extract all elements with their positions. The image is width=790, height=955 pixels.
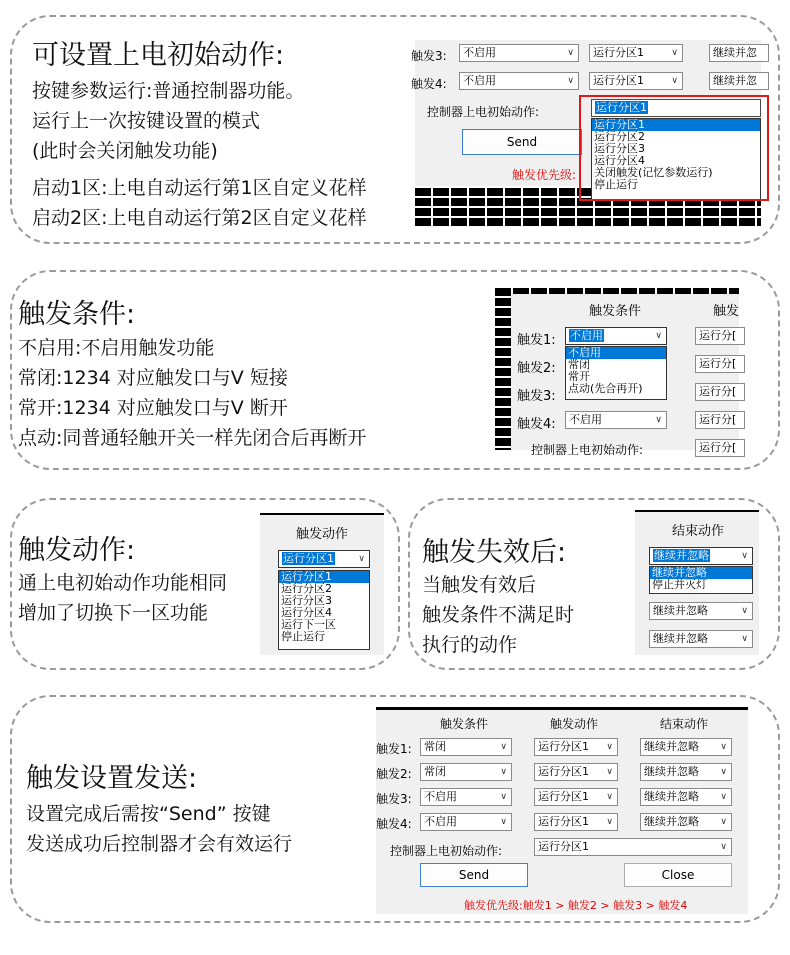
section-title: 可设置上电初始动作: — [32, 40, 285, 71]
trigger4-end-select[interactable]: 继续并忽 — [709, 72, 769, 90]
top-border — [260, 513, 384, 515]
column-header: 触发动作 — [296, 527, 349, 542]
desc-line: (此时会关闭触发功能) — [32, 140, 218, 162]
chevron-down-icon: ∨ — [606, 817, 613, 827]
section-title: 触发条件: — [18, 299, 136, 330]
chevron-down-icon: ∨ — [500, 792, 507, 802]
trigger1-condition-select[interactable]: 常闭 ∨ — [420, 738, 512, 756]
init-action-label: 控制器上电初始动作: — [427, 105, 540, 119]
chevron-down-icon: ∨ — [606, 767, 613, 777]
chevron-down-icon: ∨ — [500, 742, 507, 752]
column-header: 触发动作 — [550, 717, 599, 731]
chevron-down-icon: ∨ — [606, 792, 613, 802]
trigger3-end-select[interactable]: 继续并忽略 ∨ — [640, 788, 732, 806]
chevron-down-icon: ∨ — [358, 554, 365, 564]
chevron-down-icon: ∨ — [567, 48, 574, 58]
send-button[interactable]: Send — [420, 863, 528, 887]
trigger4-action-select[interactable]: 运行分区1 ∨ — [589, 72, 683, 90]
background-pattern — [495, 286, 739, 294]
highlight-box — [579, 95, 769, 201]
desc-line: 按键参数运行:普通控制器功能。 — [32, 80, 305, 102]
init-action-select[interactable]: 运行分区1 ∨ — [534, 838, 732, 856]
trigger-label: 触发1: — [517, 333, 556, 348]
init-action-select[interactable]: 运行分[ — [695, 439, 745, 457]
top-border — [635, 510, 759, 512]
list-item[interactable]: 常开 — [568, 370, 590, 383]
chevron-down-icon: ∨ — [500, 767, 507, 777]
list-item[interactable]: 运行下一区 — [281, 618, 336, 631]
screenshot-trigger-action — [260, 513, 384, 655]
column-header: 触发条件 — [440, 717, 489, 731]
chevron-down-icon: ∨ — [741, 606, 748, 616]
chevron-down-icon: ∨ — [741, 551, 748, 561]
trigger4-condition-select[interactable]: 不启用 ∨ — [459, 72, 579, 90]
background-pattern — [495, 286, 511, 450]
chevron-down-icon: ∨ — [741, 634, 748, 644]
condition-dropdown-list[interactable] — [565, 346, 667, 400]
list-item[interactable]: 不启用 — [566, 347, 666, 359]
list-item[interactable]: 停止运行 — [594, 178, 638, 191]
chevron-down-icon: ∨ — [720, 842, 727, 852]
close-button[interactable]: Close — [624, 863, 732, 887]
desc-line: 启动1区:上电自动运行第1区自定义花样 — [32, 177, 367, 199]
trigger4-condition-select[interactable]: 不启用 ∨ — [565, 411, 667, 429]
end-action-select[interactable]: 继续并忽略 ∨ — [649, 547, 753, 565]
desc-line: 不启用:不启用触发功能 — [18, 337, 215, 359]
section-title: 触发设置发送: — [26, 763, 198, 794]
list-item[interactable]: 运行分区1 — [279, 571, 369, 583]
screenshot-trigger-condition — [495, 286, 740, 457]
trigger-action-select[interactable]: 运行分区1 ∨ — [278, 550, 370, 568]
desc-line: 通上电初始动作功能相同 — [18, 572, 228, 594]
trigger1-action-select[interactable]: 运行分区1 ∨ — [534, 738, 618, 756]
trigger-label: 触发2: — [517, 361, 556, 376]
desc-line: 增加了切换下一区功能 — [18, 602, 209, 624]
desc-line: 当触发有效后 — [422, 574, 537, 596]
trigger1-condition-select[interactable]: 不启用 ∨ — [565, 327, 667, 345]
init-action-label: 控制器上电初始动作: — [531, 443, 644, 457]
trigger3-action-select[interactable]: 运行分区1 ∨ — [589, 44, 683, 62]
chevron-down-icon: ∨ — [671, 48, 678, 58]
chevron-down-icon: ∨ — [655, 415, 662, 425]
trigger-action-select[interactable]: 运行分[ — [695, 411, 745, 429]
send-button[interactable]: Send — [462, 129, 582, 155]
trigger4-action-select[interactable]: 运行分区1 ∨ — [534, 813, 618, 831]
list-item[interactable]: 关闭触发(记忆参数运行) — [594, 166, 713, 179]
list-item[interactable]: 运行分区2 — [594, 130, 645, 143]
trigger3-action-select[interactable]: 运行分区1 ∨ — [534, 788, 618, 806]
desc-line: 运行上一次按键设置的模式 — [32, 110, 261, 132]
trigger-label: 触发4: — [376, 817, 412, 831]
priority-text: 触发优先级: — [512, 168, 577, 182]
column-header: 结束动作 — [660, 717, 709, 731]
list-item[interactable]: 运行分区3 — [281, 594, 332, 607]
desc-line: 点动:同普通轻触开关一样先闭合后再断开 — [18, 427, 367, 449]
screenshot-trigger-settings — [376, 707, 748, 914]
trigger2-action-select[interactable]: 运行分区1 ∨ — [534, 763, 618, 781]
list-item[interactable]: 继续并忽略 — [650, 567, 752, 579]
trigger1-end-select[interactable]: 继续并忽略 ∨ — [640, 738, 732, 756]
trigger-label: 触发3: — [411, 49, 447, 63]
desc-line: 常闭:1234 对应触发口与V 短接 — [18, 367, 288, 389]
desc-line: 执行的动作 — [422, 634, 518, 656]
chevron-down-icon: ∨ — [720, 767, 727, 777]
end-action-select[interactable]: 继续并忽略 ∨ — [649, 602, 753, 620]
end-action-select[interactable]: 继续并忽略 ∨ — [649, 630, 753, 648]
trigger2-end-select[interactable]: 继续并忽略 ∨ — [640, 763, 732, 781]
trigger3-condition-select[interactable]: 不启用 ∨ — [420, 788, 512, 806]
trigger-action-select[interactable]: 运行分[ — [695, 327, 745, 345]
action-dropdown-list[interactable] — [278, 570, 370, 650]
end-action-dropdown-list[interactable] — [649, 566, 753, 594]
section-title: 触发动作: — [18, 535, 136, 566]
trigger-label: 触发3: — [517, 389, 556, 404]
list-item[interactable]: 停止并灭灯 — [652, 578, 707, 591]
trigger3-condition-select[interactable]: 不启用 ∨ — [459, 44, 579, 62]
list-item[interactable]: 点动(先合再开) — [568, 382, 643, 395]
chevron-down-icon: ∨ — [671, 76, 678, 86]
trigger4-end-select[interactable]: 继续并忽略 ∨ — [640, 813, 732, 831]
list-item[interactable]: 停止运行 — [281, 630, 325, 643]
trigger2-condition-select[interactable]: 常闭 ∨ — [420, 763, 512, 781]
chevron-down-icon: ∨ — [720, 817, 727, 827]
trigger-label: 触发2: — [376, 767, 412, 781]
chevron-down-icon: ∨ — [720, 792, 727, 802]
desc-line: 设置完成后需按“Send” 按键 — [26, 803, 271, 825]
init-action-select[interactable]: 运行分区1 — [591, 99, 761, 117]
column-header: 触发条件 — [589, 304, 642, 319]
screenshot-end-action — [635, 510, 759, 655]
desc-line: 发送成功后控制器才会有效运行 — [26, 833, 293, 855]
column-header: 触发 — [713, 304, 740, 319]
chevron-down-icon: ∨ — [567, 76, 574, 86]
list-item[interactable]: 运行分区1 — [592, 119, 760, 131]
chevron-down-icon: ∨ — [720, 742, 727, 752]
desc-line: 启动2区:上电自动运行第2区自定义花样 — [32, 207, 367, 229]
init-action-label: 控制器上电初始动作: — [390, 844, 503, 858]
list-item[interactable]: 运行分区2 — [281, 582, 332, 595]
column-header: 结束动作 — [672, 524, 725, 539]
chevron-down-icon: ∨ — [500, 817, 507, 827]
trigger-action-select[interactable]: 运行分[ — [695, 355, 745, 373]
desc-line: 触发条件不满足时 — [422, 604, 575, 626]
trigger-label: 触发1: — [376, 742, 412, 756]
trigger-label: 触发4: — [517, 417, 556, 432]
section-title: 触发失效后: — [422, 537, 567, 568]
trigger4-condition-select[interactable]: 不启用 ∨ — [420, 813, 512, 831]
list-item[interactable]: 运行分区3 — [594, 142, 645, 155]
list-item[interactable]: 运行分区4 — [594, 154, 645, 167]
chevron-down-icon: ∨ — [606, 742, 613, 752]
desc-line: 常开:1234 对应触发口与V 断开 — [18, 397, 288, 419]
list-item[interactable]: 常闭 — [568, 358, 590, 371]
trigger-action-select[interactable]: 运行分[ — [695, 383, 745, 401]
top-border — [376, 707, 748, 710]
trigger-label: 触发4: — [411, 77, 447, 91]
trigger3-end-select[interactable]: 继续并忽 — [709, 44, 769, 62]
list-item[interactable]: 运行分区4 — [281, 606, 332, 619]
chevron-down-icon: ∨ — [655, 331, 662, 341]
priority-text: 触发优先级:触发1 > 触发2 > 触发3 > 触发4 — [464, 899, 688, 912]
trigger-label: 触发3: — [376, 792, 412, 806]
